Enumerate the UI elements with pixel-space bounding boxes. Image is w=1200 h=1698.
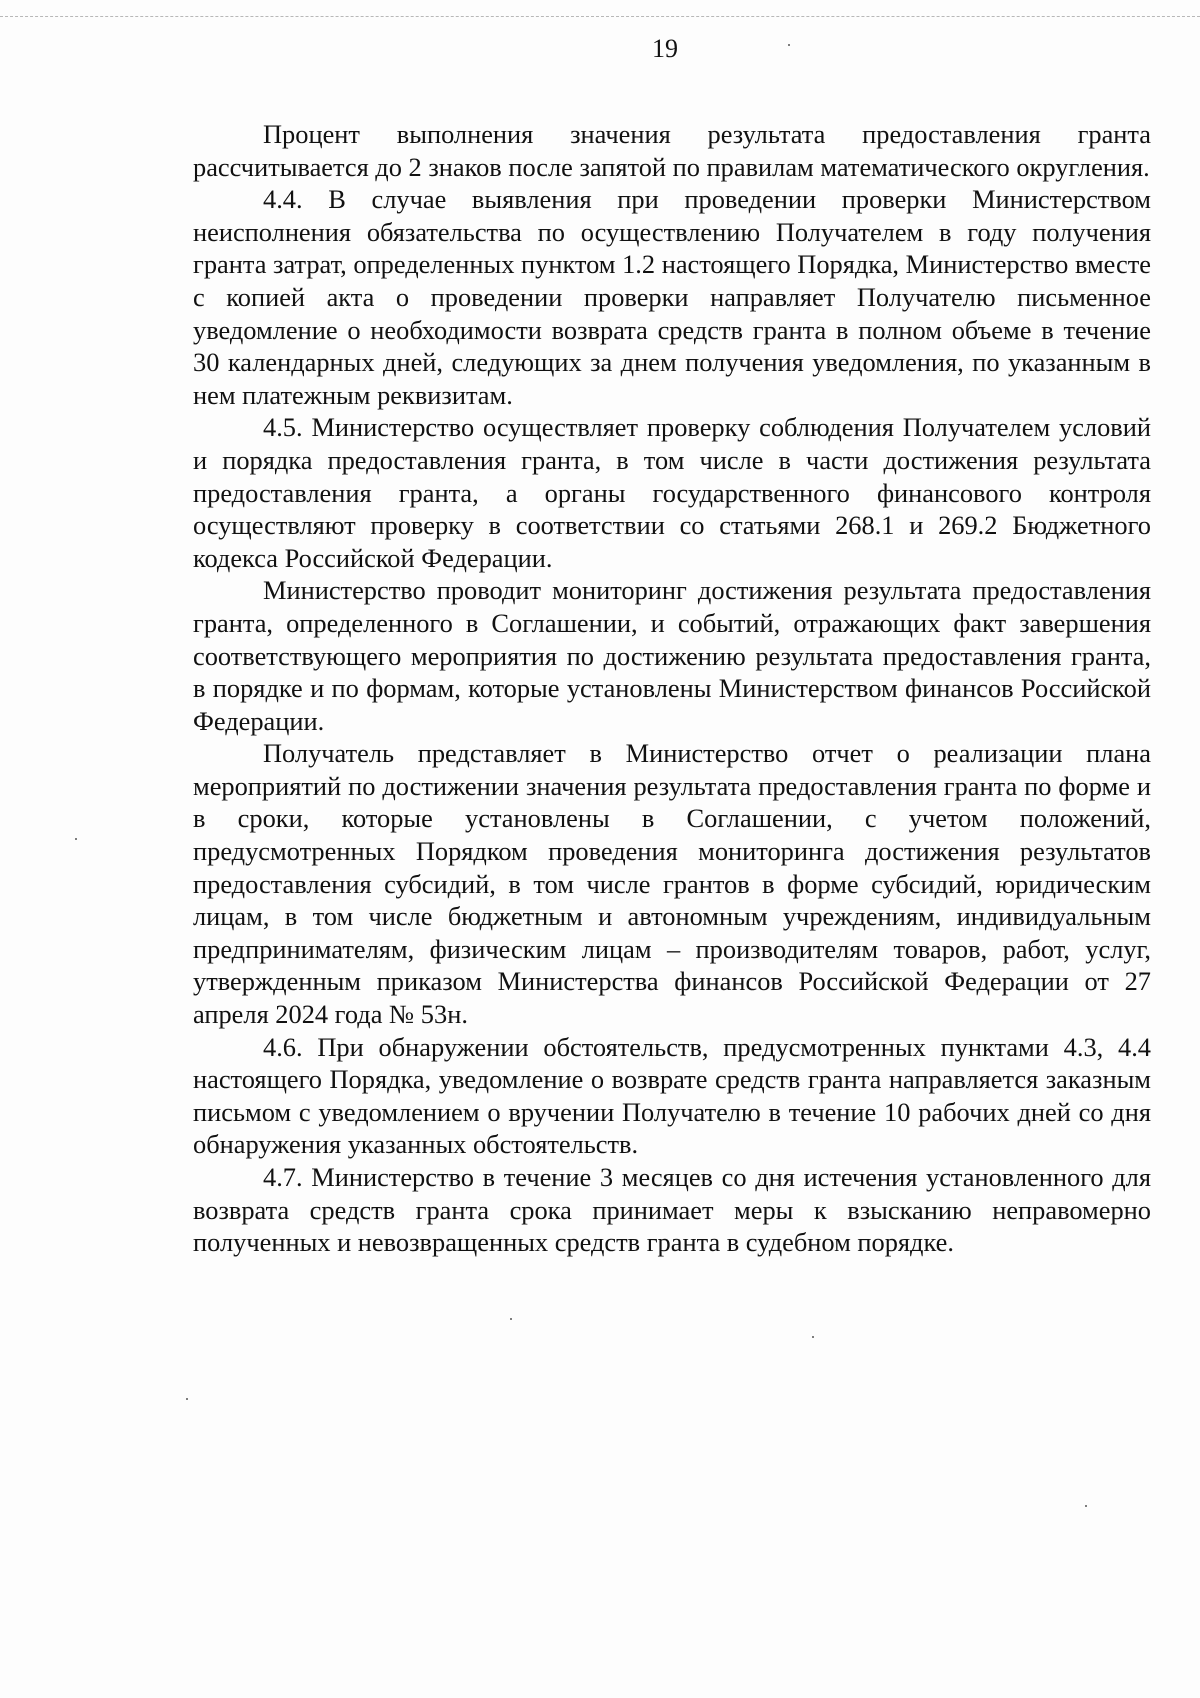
scan-speck: [812, 1336, 814, 1338]
paragraph-4-7: 4.7. Министерство в течение 3 месяцев со дня истечения установленного для возврата средств гранта срока принимает меры к взысканию неправомерно полученных и невозвращенных средств гранта в судебном порядке.: [193, 1162, 1151, 1258]
scan-speck: [788, 44, 790, 46]
scan-speck: [186, 1398, 188, 1400]
document-body: [193, 118, 1151, 1259]
scan-speck: [1085, 1505, 1087, 1507]
page-number: 19: [652, 34, 678, 63]
paragraph-4-6: 4.6. При обнаружении обстоятельств, предусмотренных пунктами 4.3, 4.4 настоящего Порядка, уведомление о возврате средств гранта направляется заказным письмом с уведомлением о вручении Получателю в течение 10 рабочих дней со дня обнаружения указанных обстоятельств.: [193, 1031, 1151, 1160]
paragraph-monitoring: Министерство проводит мониторинг достижения результата предоставления гранта, определенного в Соглашении, и событий, отражающих факт завершения соответствующего мероприятия по достижению результата предоставления гранта, в порядке и по формам, которые установлены Министерством финансов Российской Федерации.: [193, 575, 1151, 736]
paragraph-report: Получатель представляет в Министерство отчет о реализации плана мероприятий по достижении значения результата предоставления гранта по форме и в сроки, которые установлены в Соглашении, с учетом положений, предусмотренных Порядком проведения мониторинга достижения результатов предоставления субсидий, в том числе грантов в форме субсидий, юридическим лицам, в том числе бюджетным и автономным учреждениям, индивидуальным предпринимателям, физическим лицам – производителям товаров, работ, услуг, утвержденным приказом Министерства финансов Российской Федерации от 27 апреля 2024 года № 53н.: [193, 738, 1151, 1030]
paragraph-4-5: 4.5. Министерство осуществляет проверку соблюдения Получателем условий и порядка предоставления гранта, в том числе в части достижения результата предоставления гранта, а органы государственного финансового контроля осуществляют проверку в соответствии со статьями 268.1 и 269.2 Бюджетного кодекса Российской Федерации.: [193, 412, 1151, 573]
paragraph-rounding: Процент выполнения значения результата предоставления гранта рассчитывается до 2 знаков после запятой по правилам математического округления.: [193, 119, 1151, 182]
scan-speck: [510, 1318, 512, 1320]
scan-speck: [75, 838, 77, 840]
paragraph-4-4: 4.4. В случае выявления при проведении проверки Министерством неисполнения обязательства по осуществлению Получателем в году получения гранта затрат, определенных пунктом 1.2 настоящего Порядка, Министерство вместе с копией акта о проведении проверки направляет Получателю письменное уведомление о необходимости возврата средств гранта в полном объеме в течение 30 календарных дней, следующих за днем получения уведомления, по указанным в нем платежным реквизитам.: [193, 184, 1151, 410]
scan-top-edge: [0, 16, 1200, 17]
